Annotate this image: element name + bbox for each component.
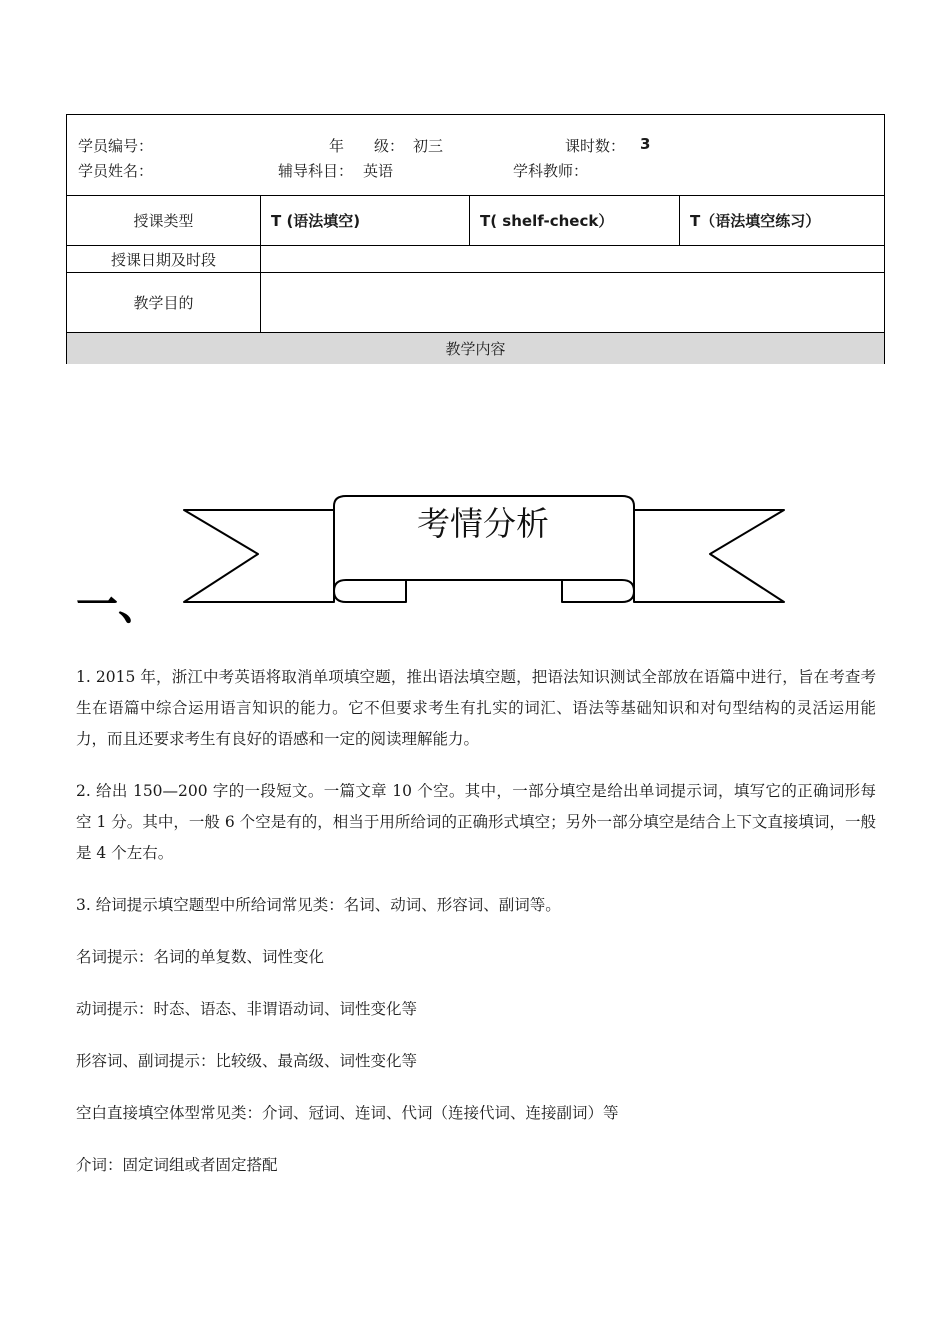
subject-value: 英语 (363, 162, 394, 180)
teacher-label: 学科教师： (513, 162, 589, 180)
hours-value: 3 (640, 135, 651, 153)
analysis-body (76, 662, 876, 1202)
lesson-date-value (261, 246, 885, 273)
hours-label: 课时数： (565, 137, 626, 155)
subject-label: 辅导科目： (278, 162, 354, 180)
lesson-type-1: T (语法填空) (261, 196, 470, 246)
paragraph-1: 1. 2015 年，浙江中考英语将取消单项填空题，推出语法填空题，把语法知识测试全部放在语篇中进行，旨在考查考生在语篇中综合运用语言知识的能力。它不但要求考生有扎实的词汇、语法等基础知识和对句型结构的灵活运用能力，而且还要求考生有良好的语感和一定的阅读理解能力。 (76, 668, 876, 748)
lesson-content-header: 教学内容 (67, 333, 885, 364)
lesson-info-sheet (66, 114, 884, 364)
student-name-label: 学员姓名： (78, 162, 154, 180)
paragraph-noun-hint: 名词提示：名词的单复数、词性变化 (76, 948, 325, 966)
lesson-info-table (66, 114, 885, 364)
paragraph-preposition: 介词：固定词组或者固定搭配 (76, 1156, 278, 1174)
lesson-date-label: 授课日期及时段 (67, 246, 261, 273)
lesson-type-2: T( shelf-check） (470, 196, 680, 246)
grade-value: 初三 (413, 137, 444, 155)
ribbon-left-fold (334, 580, 406, 602)
paragraph-2: 2. 给出 150—200 字的一段短文。一篇文章 10 个空。其中，一部分填空是给出单词提示词，填写它的正确词形每空 1 分。其中，一般 6 个空是有的，相当于用所给词的正确形式填空；另外一部分填空是结合上下文直接填词，一般是 4 个左右。 (76, 782, 876, 862)
lesson-goal-label: 教学目的 (67, 273, 261, 333)
ribbon-left-tail (184, 510, 334, 602)
section-number: 一、 (76, 580, 161, 629)
student-header-cell (67, 115, 885, 196)
ribbon-right-tail (634, 510, 784, 602)
paragraph-3: 3. 给词提示填空题型中所给词常见类：名词、动词、形容词、副词等。 (76, 896, 561, 914)
ribbon-right-fold (562, 580, 634, 602)
student-id-label: 学员编号： (78, 137, 154, 155)
lesson-type-label: 授课类型 (67, 196, 261, 246)
paragraph-direct-fill: 空白直接填空体型常见类：介词、冠词、连词、代词（连接代词、连接副词）等 (76, 1104, 619, 1122)
lesson-goal-value (261, 273, 885, 333)
lesson-type-3: T（语法填空练习） (680, 196, 885, 246)
banner-title: 考情分析 (417, 504, 549, 543)
grade-label: 年 级： (329, 137, 405, 155)
paragraph-verb-hint: 动词提示：时态、语态、非谓语动词、词性变化等 (76, 1000, 418, 1018)
paragraph-adj-adv-hint: 形容词、副词提示：比较级、最高级、词性变化等 (76, 1052, 418, 1070)
